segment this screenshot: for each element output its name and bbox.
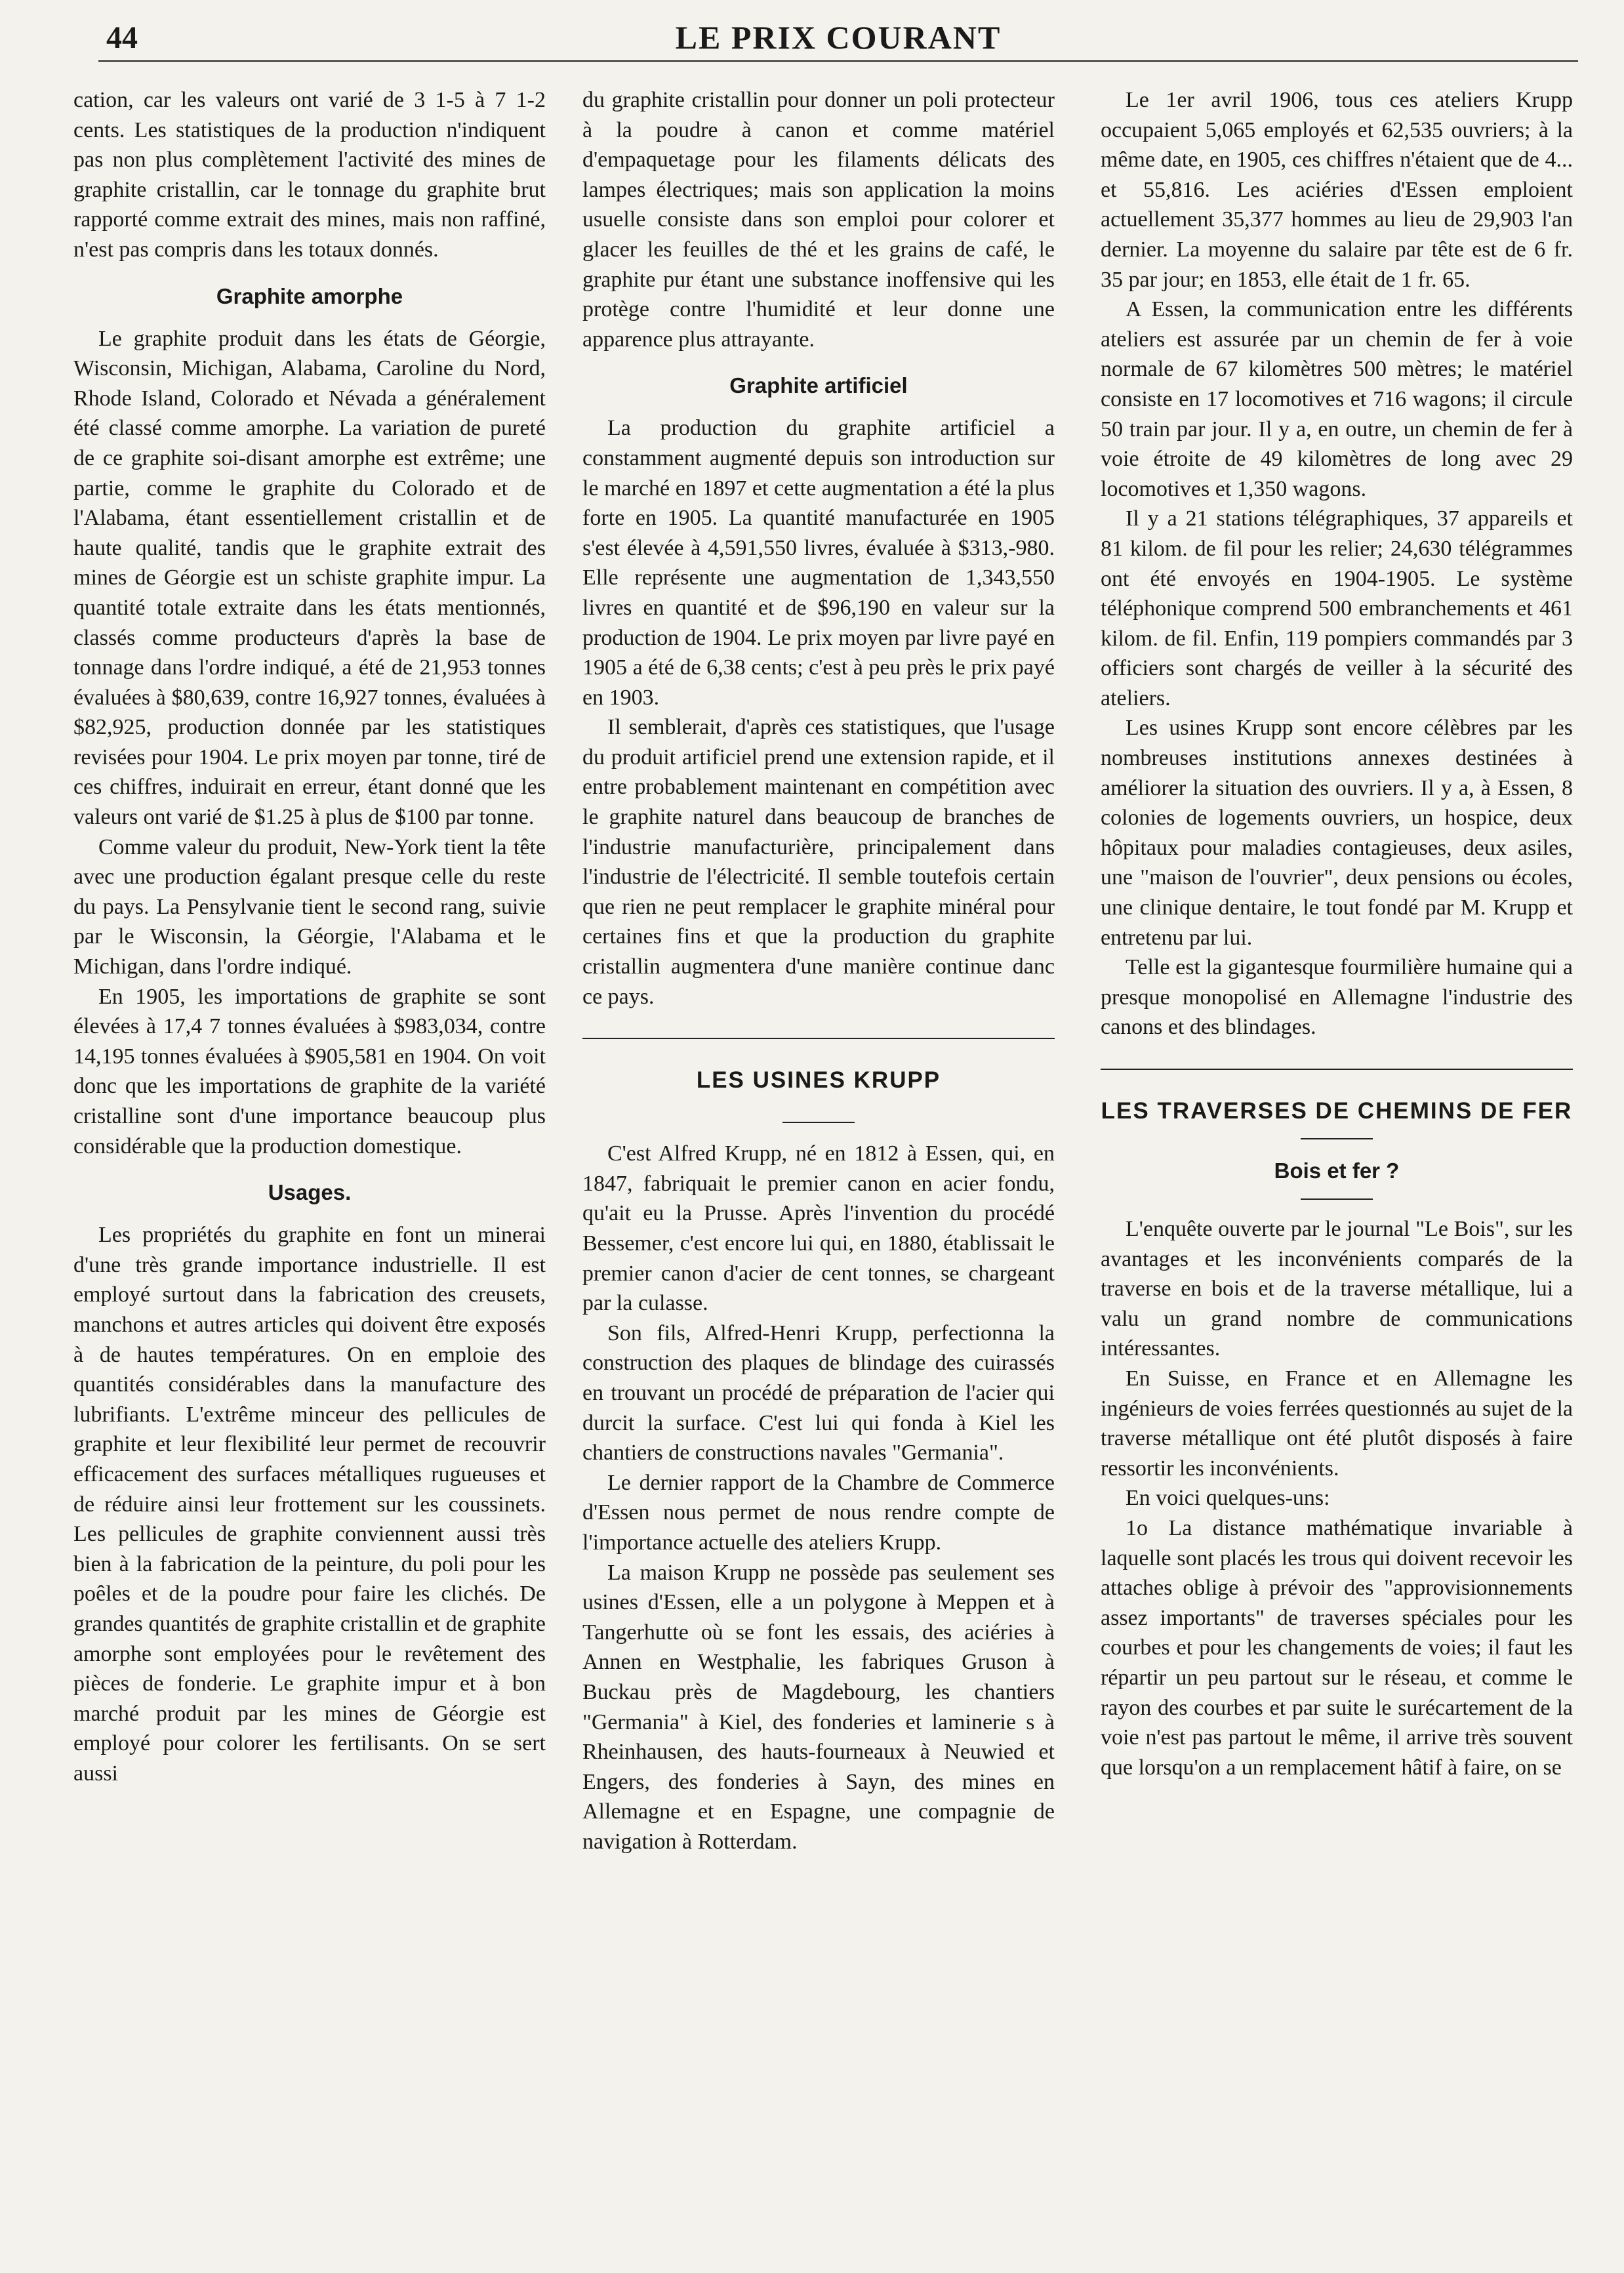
paragraph: La maison Krupp ne possède pas seulement ses usines d'Essen, elle a un polygone à Meppen et à Tangerhutte où se font les essais, des aciéries à Annen en Westphalie, les fabriques Gruson à Buckau près de Magdebourg, les chantiers "Germania" à Kiel, des fonderies et laminerie s à Rheinhausen, des hauts-fourneaux à Neuwied et Engers, des fonderies à Sayn, des mines en Allemagne et en Espagne, une compagnie de navigation à Rotterdam. bbox=[582, 1560, 1055, 1854]
article-title-usines-krupp: LES USINES KRUPP bbox=[696, 1067, 941, 1094]
page-header bbox=[98, 20, 1578, 62]
paragraph: C'est Alfred Krupp, né en 1812 à Essen, qui, en 1847, fabriquait le premier canon en acier fondu, qu'ait eu la Prusse. Après l'invention du procédé Bessemer, c'est encore lui qui, en 1880, établissait le premier canon d'acier de cent tonnes, se chargeant par la culasse. bbox=[582, 1141, 1055, 1316]
paragraph: En Suisse, en France et en Allemagne les ingénieurs de voies ferrées questionnés au sujet de la traverse métallique ont été plutôt disposés à faire ressortir les inconvénients. bbox=[1101, 1366, 1573, 1481]
article-title-traverses: LES TRAVERSES DE CHEMINS DE FER bbox=[1101, 1098, 1573, 1124]
paragraph: Comme valeur du produit, New-York tient la tête avec une production égalant presque celle du reste du pays. La Pensylvanie tient le second rang, suivie par le Wisconsin, la Géorgie, l'Alabama et le Michigan, dans l'ordre indiqué. bbox=[73, 834, 546, 979]
paragraph: A Essen, la communication entre les différents ateliers est assurée par un chemin de fer à voie normale de 67 kilomètres 500 mètres; le matériel consiste en 17 locomotives et 716 wagons; il circule 50 train par jour. Il y a, en outre, un chemin de fer à voie étroite de 49 kilomètres de long avec 29 locomotives et 1,350 wagons. bbox=[1101, 297, 1573, 501]
column-1 bbox=[73, 85, 546, 2243]
paragraph: Les usines Krupp sont encore célèbres par les nombreuses institutions annexes destinées à améliorer la situation des ouvriers. Il y a, à Essen, 8 colonies de logements ouvriers, un hospice, deux hôpitaux pour maladies contagieuses, deux asiles, une "maison de l'ouvrier", deux pensions ou écoles, une clinique dentaire, le tout fondé par M. Krupp et entretenu par lui. bbox=[1101, 716, 1573, 950]
section-heading-usages: Usages. bbox=[268, 1180, 352, 1205]
paragraph: Le 1er avril 1906, tous ces ateliers Krupp occupaient 5,065 employés et 62,535 ouvriers; à la même date, en 1905, ces chiffres n'étaient que de 4... et 55,816. Les aciéries d'Essen emploient actuellement 35,377 hommes au lieu de 29,903 l'an dernier. La moyenne du salaire par tête est de 6 fr. 35 par jour; en 1853, elle était de 1 fr. 65. bbox=[1101, 88, 1573, 292]
paragraph: 1o La distance mathématique invariable à laquelle sont placés les trous qui doivent recevoir les attaches oblige à prévoir des "approvisionnements assez importants" de traverses spéciales pour les courbes et pour les changements de voies; il faut les répartir un peu partout sur le réseau, et comme le rayon des courbes et par suite le surécartement de la voie n'est pas partout le même, il arrive très souvent que lorsqu'on a un remplacement hâtif à faire, on se bbox=[1101, 1515, 1573, 1780]
title-underline bbox=[1301, 1138, 1373, 1139]
paragraph: Telle est la gigantesque fourmilière humaine qui a presque monopolisé en Allemagne l'industrie des canons et des blindages. bbox=[1101, 955, 1573, 1040]
section-heading-graphite-artificiel: Graphite artificiel bbox=[729, 373, 908, 398]
paragraph: du graphite cristallin pour donner un poli protecteur à la poudre à canon et comme matériel d'empaquetage pour les filaments délicats des lampes électriques; mais son application la moins usuelle consiste dans son emploi pour colorer et glacer les feuilles de thé et les grains de café, le graphite pur étant une substance inoffensive qui les protège contre l'humidité et leur donne une apparence plus attrayante. bbox=[582, 88, 1055, 352]
paragraph: La production du graphite artificiel a constamment augmenté depuis son introduction sur le marché en 1897 et cette augmentation a été la plus forte en 1905. La quantité manufacturée en 1905 s'est élevée à 4,591,550 livres, évaluée à $313,-980. Elle représente une augmentation de 1,343,550 livres en quantité et de $96,190 en valeur sur la production de 1904. Le prix moyen par livre payé en 1905 a été de 6,38 cents; c'est à peu près le prix payé en 1903. bbox=[582, 416, 1055, 710]
paragraph: Il y a 21 stations télégraphiques, 37 appareils et 81 kilom. de fil pour les relier; 24,630 télégrammes ont été envoyés en 1904-1905. Le système téléphonique comprend 500 embranchements et 461 kilom. de fil. Enfin, 119 pompiers commandés par 3 officiers sont chargés de veiller à la sécurité des ateliers. bbox=[1101, 506, 1573, 710]
paragraph: Son fils, Alfred-Henri Krupp, perfectionna la construction des plaques de blindage des cuirassés en trouvant un procédé de préparation de l'acier qui durcit la surface. C'est lui qui fonda à Kiel les chantiers de constructions navales "Germania". bbox=[582, 1321, 1055, 1465]
paragraph: Les propriétés du graphite en font un minerai d'une très grande importance industrielle. Il est employé surtout dans la fabrication des creusets, manchons et autres articles qui doivent être exposés à de hautes températures. On en emploie des quantités considérables dans la manufacture des lubrifiants. L'extrême minceur des pellicules de graphite et leur flexibilité leur permet de recouvrir efficacement des surfaces métalliques rugueuses et de réduire ainsi leur frottement sur les coussinets. Les pellicules de graphite conviennent aussi très bien à la fabrication de la peinture, du poli pour les poêles et de la poudre pour faire les clichés. De grandes quantités de graphite cristallin et de graphite amorphe sont employées pour le revêtement des pièces de fonderie. Le graphite impur et à bon marché produit par les mines de Géorgie est employé pour colorer les fertilisants. On se sert aussi bbox=[73, 1223, 546, 1786]
section-heading-graphite-amorphe: Graphite amorphe bbox=[216, 283, 403, 308]
paragraph: Il semblerait, d'après ces statistiques, que l'usage du produit artificiel prend une extension rapide, et il entre probablement maintenant en compétition avec le graphite naturel dans beaucoup de branches de l'industrie manufacturière, principalement dans l'industrie de l'électricité. Il semble toutefois certain que rien ne peut remplacer le graphite minéral pour certaines fins et que la production du graphite cristallin augmentera d'une manière continue danc ce pays. bbox=[582, 715, 1055, 1009]
section-heading-bois-et-fer: Bois et fer ? bbox=[1274, 1158, 1400, 1183]
paragraph: cation, car les valeurs ont varié de 3 1-5 à 7 1-2 cents. Les statistiques de la production n'indiquent pas non plus complètement l'activité des mines de graphite cristallin, car le tonnage du graphite brut rapporté comme extrait des mines, mais non raffiné, n'est pas compris dans les totaux donnés. bbox=[73, 88, 546, 262]
paragraph: En voici quelques-uns: bbox=[1126, 1486, 1330, 1511]
column-2 bbox=[582, 85, 1055, 2243]
page-number: 44 bbox=[106, 20, 138, 55]
paragraph: Le graphite produit dans les états de Géorgie, Wisconsin, Michigan, Alabama, Caroline du Nord, Rhode Island, Colorado et Névada a généralement été classé comme amorphe. La variation de pureté de ce graphite soi-disant amorphe est extrême; une partie, comme le graphite du Colorado et de l'Alabama, étant essentiellement cristallin et de haute qualité, tandis que le graphite extrait des mines de Géorgie est un schiste graphite impur. La quantité totale extraite dans les états mentionnés, classés comme producteurs d'après la base de tonnage dans l'ordre indiqué, a été de 21,953 tonnes évaluées à $80,639, contre 16,927 tonnes, évaluées à $82,925, production donnée par les statistiques revisées pour 1904. Le prix moyen par tonne, tiré de ces chiffres, induirait en erreur, étant donné que les valeurs ont varié de $1.25 à plus de $100 par tonne. bbox=[73, 326, 546, 830]
paragraph: L'enquête ouverte par le journal "Le Bois", sur les avantages et les inconvénients comparés de la traverse en bois et de la traverse métallique, lui a valu un grand nombre de communications intéressantes. bbox=[1101, 1217, 1573, 1361]
paragraph: Le dernier rapport de la Chambre de Commerce d'Essen nous permet de nous rendre compte de l'importance actuelle des ateliers Krupp. bbox=[582, 1470, 1055, 1555]
column-3 bbox=[1101, 85, 1573, 2243]
paragraph: En 1905, les importations de graphite se sont élevées à 17,4 7 tonnes évaluées à $983,034, contre 14,195 tonnes évaluées à $905,581 en 1904. On voit donc que les importations de graphite de la variété cristalline sont d'une importance beaucoup plus considérable que la production domestique. bbox=[73, 984, 546, 1158]
journal-title: LE PRIX COURANT bbox=[675, 19, 1002, 56]
